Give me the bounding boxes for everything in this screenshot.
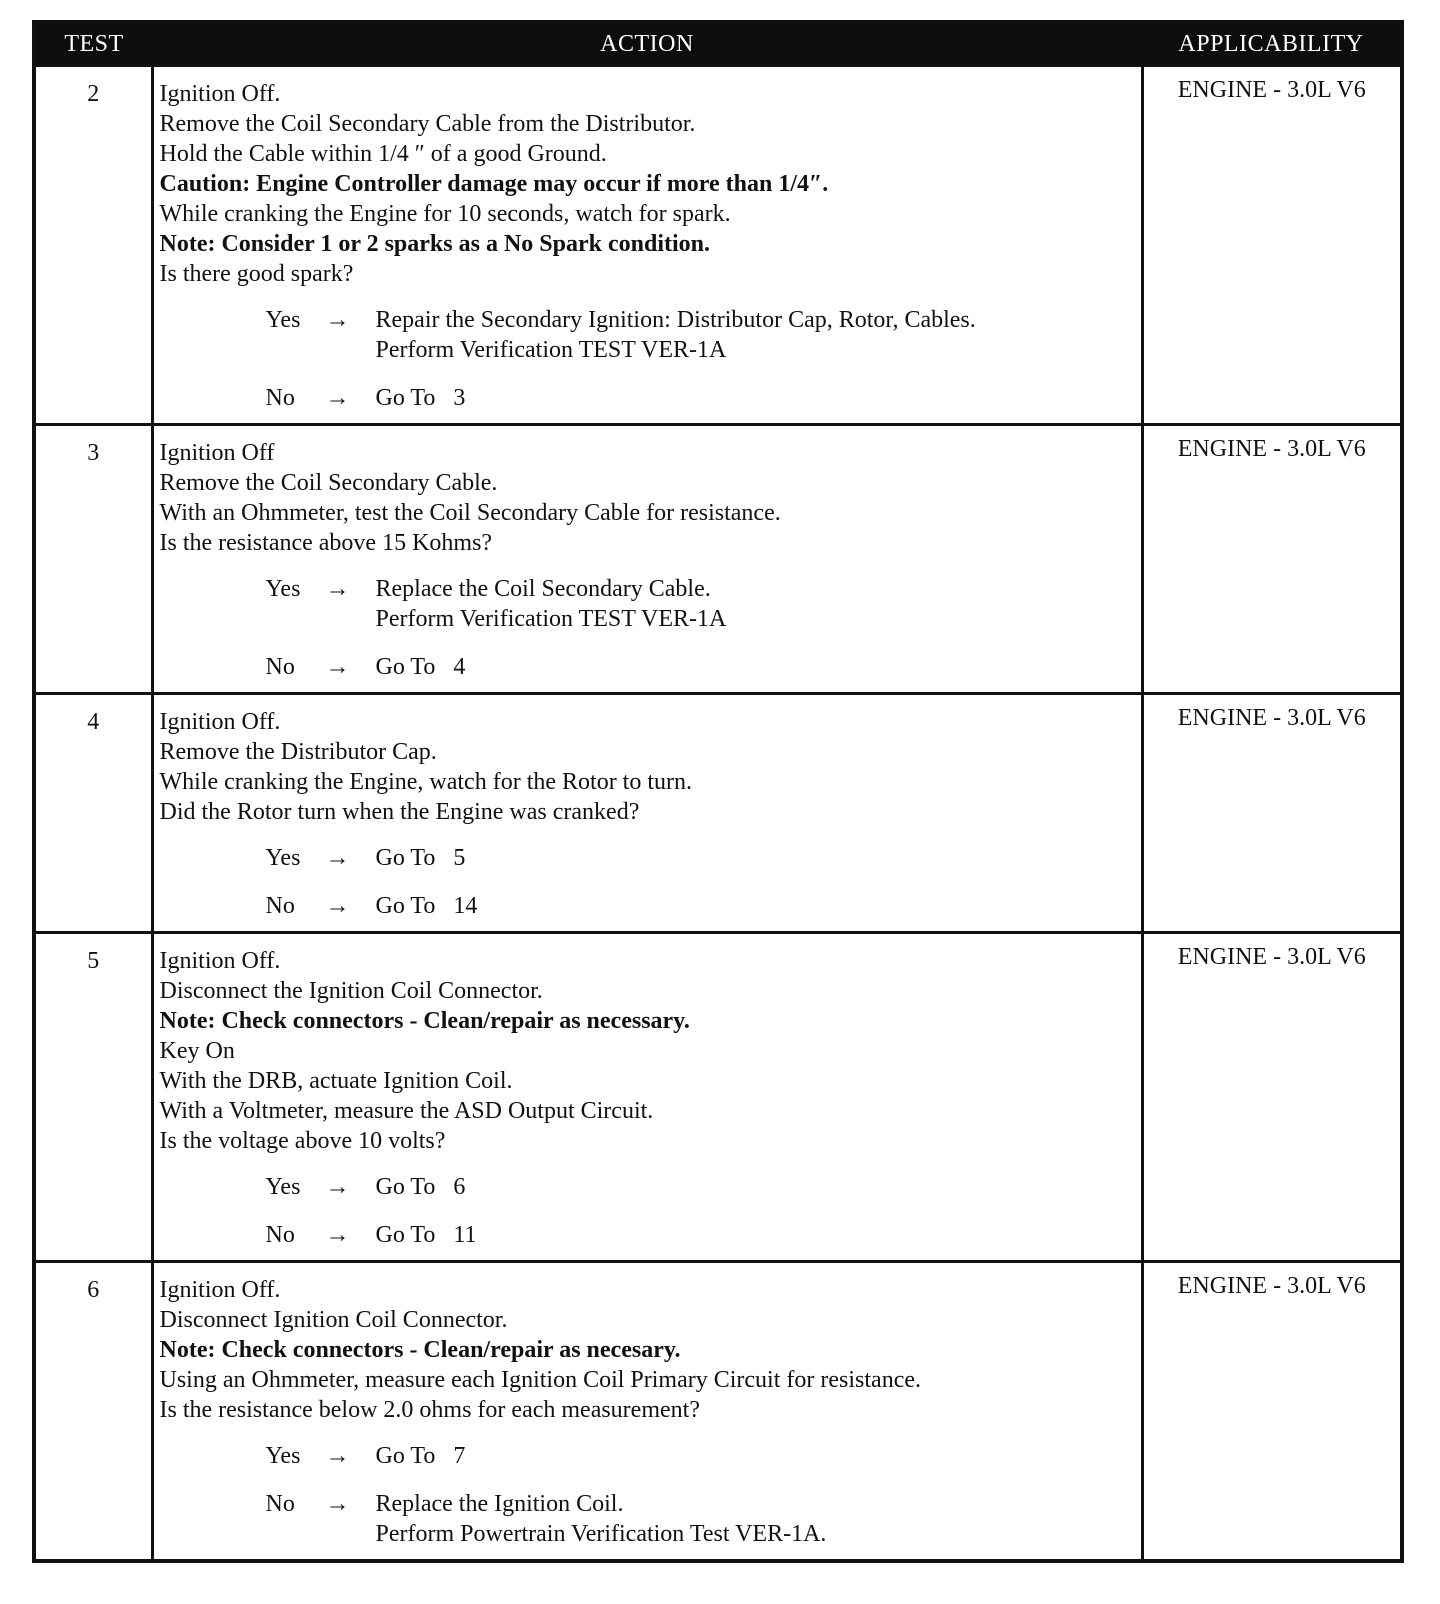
test-number: 5	[34, 933, 152, 1262]
right-arrow-icon: →	[325, 385, 350, 411]
outcome-result	[376, 1220, 477, 1250]
action-note: Note: Consider 1 or 2 sparks as a No Spark condition.	[159, 231, 711, 257]
action-step: Ignition Off	[159, 440, 275, 466]
header-applicability: APPLICABILITY	[1142, 22, 1402, 66]
test-number: 3	[34, 425, 152, 694]
outcome-result-line: Replace the Coil Secondary Cable.	[375, 576, 711, 602]
action-note: Note: Check connectors - Clean/repair as necessary.	[159, 1008, 690, 1034]
action-step: Ignition Off.	[159, 709, 281, 735]
outcome-result-line: Go To 7	[375, 1443, 466, 1469]
outcome-answer: Yes	[265, 1174, 301, 1200]
diagnostic-procedure-sheet	[32, 20, 1400, 1563]
action-step: With a Voltmeter, measure the ASD Output Circuit.	[159, 1098, 654, 1124]
outcome-result	[376, 1489, 827, 1549]
outcome-answer: No	[265, 1491, 295, 1517]
table-row	[34, 66, 1402, 425]
diagnostic-table	[32, 20, 1404, 1563]
outcome-result-line: Go To 11	[375, 1222, 477, 1248]
table-row	[34, 694, 1402, 933]
outcome-no	[266, 1489, 1135, 1549]
outcomes	[266, 1172, 1135, 1250]
action-step: Disconnect Ignition Coil Connector.	[159, 1307, 508, 1333]
outcome-answer: Yes	[265, 1443, 301, 1469]
outcome-result	[376, 1172, 466, 1202]
right-arrow-icon: →	[325, 1222, 350, 1248]
table-row	[34, 933, 1402, 1262]
outcome-answer: Yes	[265, 845, 301, 871]
outcome-yes	[266, 843, 1135, 873]
header-test: TEST	[34, 22, 152, 66]
outcome-result	[376, 652, 466, 682]
applicability-cell: ENGINE - 3.0L V6	[1142, 1262, 1402, 1562]
action-step: With an Ohmmeter, test the Coil Secondary Cable for resistance.	[159, 500, 781, 526]
applicability-cell: ENGINE - 3.0L V6	[1142, 694, 1402, 933]
outcome-answer: Yes	[265, 307, 301, 333]
outcomes	[266, 574, 1135, 682]
outcome-no	[266, 891, 1135, 921]
table-row	[34, 1262, 1402, 1562]
test-number: 2	[34, 66, 152, 425]
action-step: Is the resistance above 15 Kohms?	[159, 530, 493, 556]
right-arrow-icon: →	[325, 307, 350, 333]
action-step: While cranking the Engine, watch for the Rotor to turn.	[159, 769, 693, 795]
table-body	[34, 66, 1402, 1562]
action-step: Ignition Off.	[159, 81, 281, 107]
action-step: With the DRB, actuate Ignition Coil.	[159, 1068, 513, 1094]
action-step: Remove the Coil Secondary Cable.	[159, 470, 498, 496]
action-cell	[152, 425, 1142, 694]
test-number: 6	[34, 1262, 152, 1562]
action-step: Disconnect the Ignition Coil Connector.	[159, 978, 543, 1004]
action-step: Is the resistance below 2.0 ohms for each measurement?	[159, 1397, 700, 1423]
outcome-result-line: Perform Verification TEST VER-1A	[375, 606, 727, 632]
header-action: ACTION	[152, 22, 1142, 66]
right-arrow-icon: →	[325, 1491, 350, 1517]
outcome-answer: No	[265, 385, 295, 411]
outcome-yes	[266, 1441, 1135, 1471]
outcome-no	[266, 1220, 1135, 1250]
outcome-result-line: Perform Powertrain Verification Test VER-1A.	[375, 1521, 827, 1547]
outcome-result	[376, 383, 466, 413]
outcomes	[266, 843, 1135, 921]
outcomes	[266, 1441, 1135, 1549]
action-step: Ignition Off.	[159, 1277, 281, 1303]
outcomes	[266, 305, 1135, 413]
outcome-result	[376, 891, 478, 921]
outcome-result	[376, 574, 727, 634]
outcome-result-line: Repair the Secondary Ignition: Distributor Cap, Rotor, Cables.	[375, 307, 976, 333]
action-step: Key On	[159, 1038, 235, 1064]
outcome-answer: No	[265, 893, 295, 919]
action-cell	[152, 1262, 1142, 1562]
header-row	[34, 22, 1402, 66]
outcome-result-line: Go To 14	[375, 893, 478, 919]
outcome-answer: Yes	[265, 576, 301, 602]
table-row	[34, 425, 1402, 694]
action-cell	[152, 933, 1142, 1262]
applicability-cell: ENGINE - 3.0L V6	[1142, 66, 1402, 425]
outcome-yes	[266, 305, 1135, 365]
right-arrow-icon: →	[325, 1443, 350, 1469]
right-arrow-icon: →	[325, 1174, 350, 1200]
action-cell	[152, 694, 1142, 933]
action-step: Ignition Off.	[159, 948, 281, 974]
outcome-yes	[266, 574, 1135, 634]
action-step: Is the voltage above 10 volts?	[159, 1128, 446, 1154]
action-cell	[152, 66, 1142, 425]
action-note: Caution: Engine Controller damage may occur if more than 1/4″.	[159, 171, 829, 197]
outcome-yes	[266, 1172, 1135, 1202]
action-step: While cranking the Engine for 10 seconds, watch for spark.	[159, 201, 731, 227]
action-note: Note: Check connectors - Clean/repair as necesary.	[159, 1337, 681, 1363]
applicability-cell: ENGINE - 3.0L V6	[1142, 933, 1402, 1262]
applicability-cell: ENGINE - 3.0L V6	[1142, 425, 1402, 694]
outcome-result-line: Perform Verification TEST VER-1A	[375, 337, 727, 363]
outcome-result-line: Go To 5	[375, 845, 466, 871]
right-arrow-icon: →	[325, 576, 350, 602]
outcome-result	[376, 1441, 466, 1471]
outcome-no	[266, 652, 1135, 682]
outcome-result	[376, 305, 976, 365]
right-arrow-icon: →	[325, 654, 350, 680]
action-step: Remove the Coil Secondary Cable from the Distributor.	[159, 111, 696, 137]
right-arrow-icon: →	[325, 845, 350, 871]
action-step: Using an Ohmmeter, measure each Ignition Coil Primary Circuit for resistance.	[159, 1367, 921, 1393]
outcome-result-line: Replace the Ignition Coil.	[375, 1491, 624, 1517]
action-step: Remove the Distributor Cap.	[159, 739, 437, 765]
outcome-result-line: Go To 3	[375, 385, 466, 411]
outcome-answer: No	[265, 654, 295, 680]
outcome-no	[266, 383, 1135, 413]
right-arrow-icon: →	[325, 893, 350, 919]
action-step: Did the Rotor turn when the Engine was cranked?	[159, 799, 640, 825]
outcome-answer: No	[265, 1222, 295, 1248]
action-step: Hold the Cable within 1/4 ″ of a good Ground.	[159, 141, 607, 167]
action-step: Is there good spark?	[159, 261, 354, 287]
outcome-result-line: Go To 6	[375, 1174, 466, 1200]
outcome-result-line: Go To 4	[375, 654, 466, 680]
test-number: 4	[34, 694, 152, 933]
outcome-result	[376, 843, 466, 873]
